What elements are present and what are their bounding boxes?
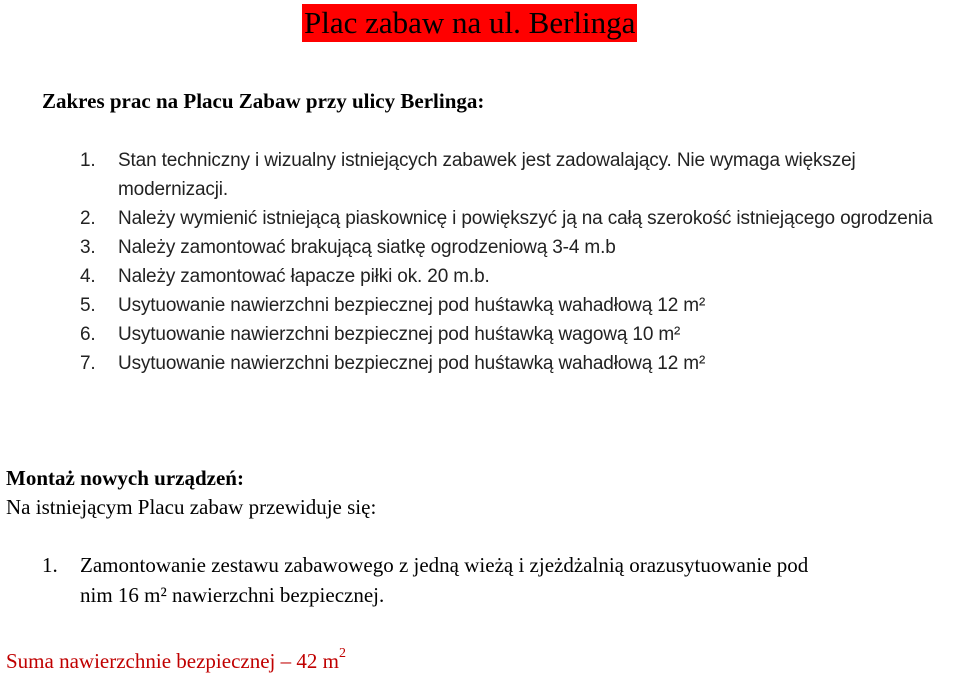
list-item-text: Usytuowanie nawierzchni bezpiecznej pod huśtawką wahadłową 12 m² <box>118 353 706 374</box>
list-item-number: 1. <box>80 150 96 171</box>
list-item-number: 7. <box>80 353 96 374</box>
list-item-number: 2. <box>80 208 96 229</box>
surface-summary <box>6 647 346 675</box>
list-item-number: 1. <box>42 553 58 577</box>
list-item-number: 5. <box>80 295 96 316</box>
scope-list <box>80 146 940 378</box>
installation-intro: Na istniejącym Placu zabaw przewiduje się: <box>6 495 377 519</box>
list-item-text: Należy zamontować brakującą siatkę ogrodzeniową 3-4 m.b <box>118 237 616 258</box>
scope-heading: Zakres prac na Placu Zabaw przy ulicy Berlinga: <box>42 89 485 113</box>
list-item-text: Należy wymienić istniejącą piaskownicę i powiększyć ją na całą szerokość istniejącego ogrodzenia <box>118 208 933 229</box>
summary-text: Suma nawierzchnie bezpiecznej – 42 m <box>6 649 339 673</box>
list-item <box>80 349 940 378</box>
installation-list <box>42 550 960 610</box>
list-item <box>42 550 960 610</box>
list-item-text: Usytuowanie nawierzchni bezpiecznej pod huśtawką wahadłową 12 m² <box>118 295 706 316</box>
list-item-number: 3. <box>80 237 96 258</box>
list-item <box>80 233 940 262</box>
installation-heading: Montaż nowych urządzeń: <box>6 466 244 490</box>
list-item-text: Usytuowanie nawierzchni bezpiecznej pod huśtawką wagową 10 m² <box>118 324 681 345</box>
summary-superscript: 2 <box>338 646 346 661</box>
list-item <box>80 146 940 204</box>
list-item-text-line-2: nim 16 m² nawierzchni bezpiecznej. <box>80 583 385 607</box>
list-item-number: 4. <box>80 266 96 287</box>
list-item <box>80 204 940 233</box>
document-title: Plac zabaw na ul. Berlinga <box>304 5 636 40</box>
list-item-number: 6. <box>80 324 96 345</box>
list-item <box>80 291 940 320</box>
list-item-text: Należy zamontować łapacze piłki ok. 20 m.b. <box>118 266 490 287</box>
list-item-text: Stan techniczny i wizualny istniejących zabawek jest zadowalający. Nie wymaga większej modernizacji. <box>118 150 856 200</box>
list-item-text-line-1: Zamontowanie zestawu zabawowego z jedną wieżą i zjeżdżalnią orazusytuowanie pod <box>80 553 809 577</box>
list-item <box>80 320 940 349</box>
list-item <box>80 262 940 291</box>
